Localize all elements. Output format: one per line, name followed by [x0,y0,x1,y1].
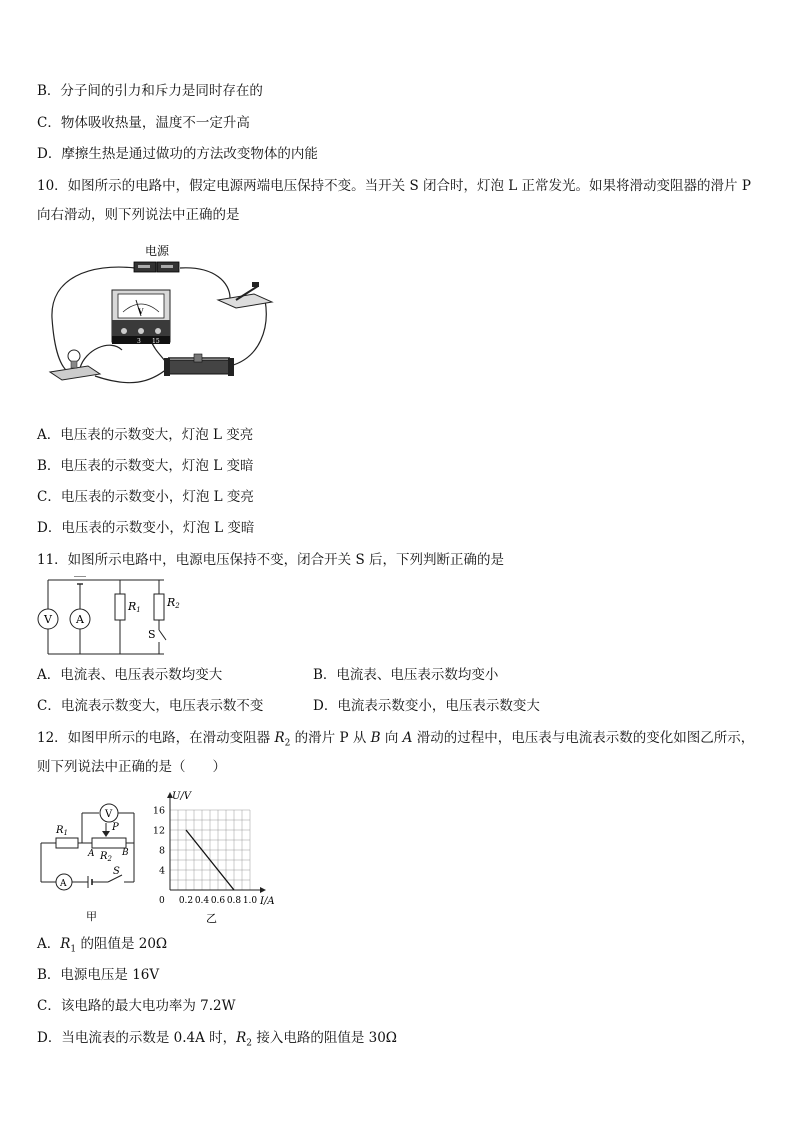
x-tick-label: 1.0 [242,896,258,906]
q11-option-d: D．电流表示数变小，电压表示数变大 [313,698,540,714]
svg-text:V: V [105,809,113,820]
svg-text:15: 15 [152,338,160,345]
y-tick-label: 12 [152,825,165,837]
svg-text:P: P [112,822,119,833]
x-axis-label: I/A [260,896,275,907]
y-axis-label: U/V [172,791,192,802]
y-tick-label: 16 [152,805,165,817]
q9-option-d: D．摩擦生热是通过做功的方法改变物体的内能 [37,146,318,162]
q12-option-b: B．电源电压是 16V [37,967,160,983]
q9-option-c: C．物体吸收热量，温度不一定升高 [37,115,250,131]
battery-icon [134,262,179,272]
resistor-r1-icon [56,838,78,848]
q11-option-c: C．电流表示数变大，电压表示数不变 [37,698,264,714]
x-tick-label: 0.6 [210,896,226,906]
x-tick-label: 0 [159,896,165,906]
x-tick-label: 0.8 [226,896,242,906]
switch-icon [218,282,272,308]
x-tick-label: 0.2 [178,896,194,906]
y-tick-label: 4 [158,865,165,877]
q11-option-a: A．电流表、电压表示数均变大 [37,667,223,683]
q10-option-d: D．电压表的示数变小，灯泡 L 变暗 [37,520,255,536]
battery-label: 电源 [145,244,170,258]
q10-option-a: A．电压表的示数变大，灯泡 L 变亮 [37,427,254,443]
q11-option-b: B．电流表、电压表示数均变小 [313,667,499,683]
svg-text:S: S [113,866,120,877]
svg-text:V: V [44,613,52,626]
svg-text:B: B [122,848,129,858]
x-tick-label: 0.4 [194,896,210,906]
q10-option-b: B．电压表的示数变大，灯泡 L 变暗 [37,458,254,474]
q10-circuit-figure [40,238,280,388]
rheostat-r2-icon [92,838,126,848]
q10-stem-line1: 10．如图所示的电路中，假定电源两端电压保持不变。当开关 S 闭合时，灯泡 L 正常发光。如果将滑动变阻器的滑片 P [37,178,751,194]
x-axis-arrow-icon [260,887,266,893]
q12-graph-figure [148,786,280,926]
q10-stem-line2: 向右滑动，则下列说法中正确的是 [37,207,240,223]
y-tick-label: 8 [158,845,165,857]
q12-stem-line2: 则下列说法中正确的是（ ） [37,759,226,775]
svg-text:R2: R2 [167,596,180,610]
svg-text:A: A [76,613,84,626]
circuit-caption: 甲 [86,910,97,923]
svg-text:R1: R1 [128,600,141,614]
q12-stem-line1: 12．如图甲所示的电路，在滑动变阻器 $R_2$ 的滑片 P 从 B 向 A 滑动的过程中，电压表与电流表示数的变化如图乙所示， [37,730,755,749]
q9-option-b: B．分子间的引力和斥力是同时存在的 [37,83,263,99]
voltmeter-icon [112,290,170,345]
q11-circuit-figure [36,576,186,658]
svg-text:A: A [88,849,95,859]
svg-text:R1: $R_1$ [56,825,68,837]
resistor-r1-icon [115,594,125,620]
q12-option-a: A．$R_1$ 的阻值是 20Ω [37,936,168,955]
svg-text:V: V [138,307,144,316]
svg-text:S: S [148,628,156,641]
graph-caption: 乙 [206,912,217,925]
svg-text:A: A [60,879,67,889]
q12-option-c: C．该电路的最大电功率为 7.2W [37,998,236,1014]
q12-option-d: D．当电流表的示数是 0.4A 时，$R_2$ 接入电路的阻值是 30Ω [37,1030,397,1049]
rheostat-icon [164,354,234,376]
q10-option-c: C．电压表的示数变小，灯泡 L 变亮 [37,489,254,505]
switch-icon [159,630,166,640]
q11-stem: 11．如图所示电路中，电源电压保持不变，闭合开关 S 后，下列判断正确的是 [37,552,505,568]
resistor-r2-icon [154,594,164,620]
svg-text:3: 3 [137,338,141,345]
q12-circuit-figure [36,795,146,925]
svg-text:R2: $R_2$ [100,851,112,863]
